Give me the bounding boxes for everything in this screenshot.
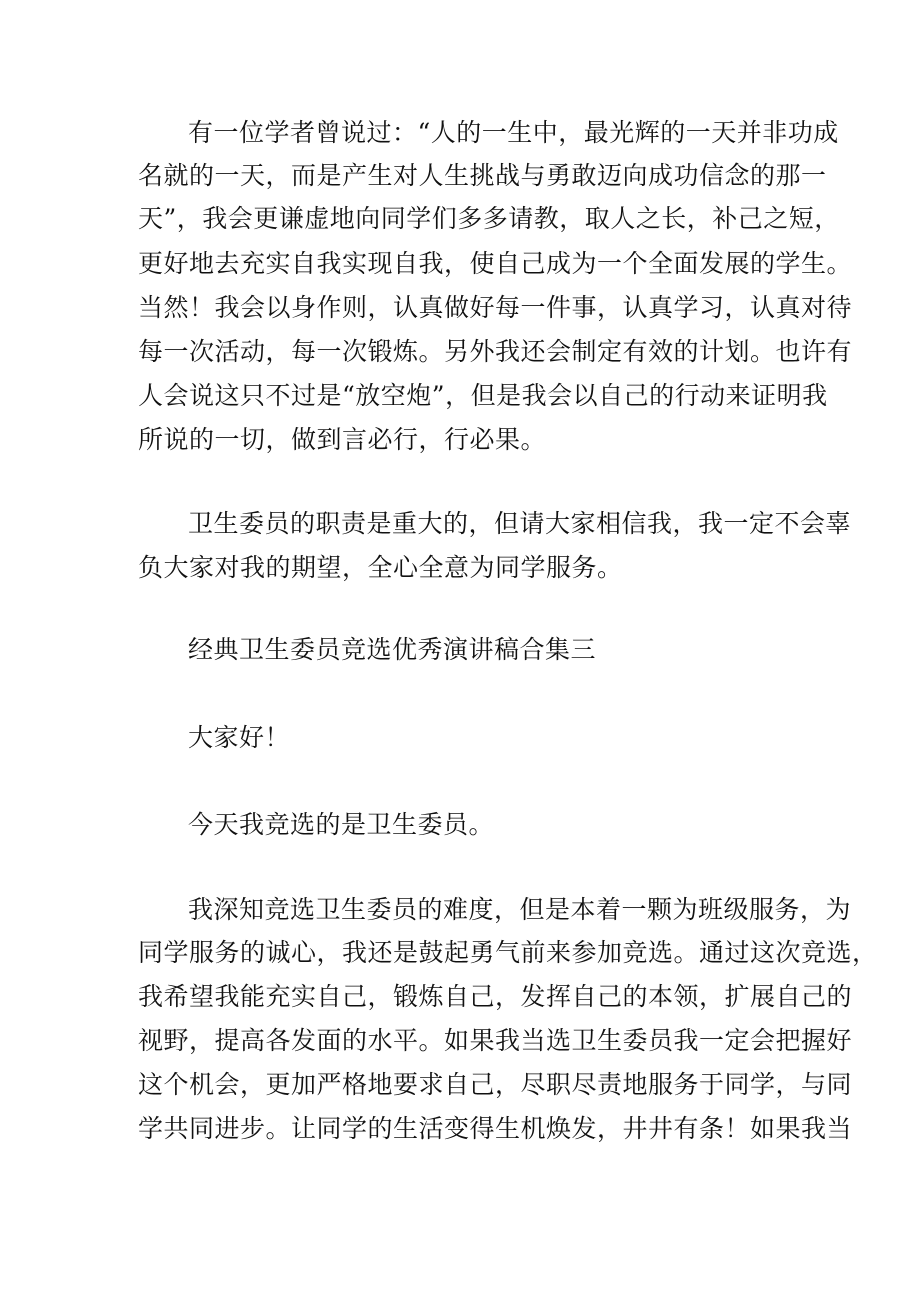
paragraph-line: 我深知竞选卫生委员的难度，但是本着一颗为班级服务，为 bbox=[188, 895, 852, 924]
paragraph-line: 人会说这只不过是“放空炮”，但是我会以自己的行动来证明我 bbox=[138, 381, 828, 410]
intro-sentence: 今天我竞选的是卫生委员。 bbox=[188, 810, 495, 839]
paragraph-line: 这个机会，更加严格地要求自己，尽职尽责地服务于同学，与同 bbox=[138, 1070, 853, 1099]
paragraph-line: 每一次活动，每一次锻炼。另外我还会制定有效的计划。也许有 bbox=[138, 337, 853, 366]
paragraph-line: 天”，我会更谦虚地向同学们多多请教，取人之长，补己之短， bbox=[138, 204, 840, 233]
paragraph-line: 我希望我能充实自己，锻炼自己，发挥自己的本领，扩展自己的 bbox=[138, 982, 853, 1011]
paragraph-line: 所说的一切，做到言必行，行必果。 bbox=[138, 425, 547, 454]
paragraph-line: 当然！我会以身作则，认真做好每一件事，认真学习，认真对待 bbox=[138, 293, 853, 322]
paragraph-line: 更好地去充实自我实现自我，使自己成为一个全面发展的学生。 bbox=[138, 249, 853, 278]
greeting: 大家好！ bbox=[188, 723, 291, 752]
paragraph-line: 有一位学者曾说过：“人的一生中，最光辉的一天并非功成 bbox=[188, 118, 839, 147]
section-title: 经典卫生委员竞选优秀演讲稿合集三 bbox=[188, 635, 597, 664]
paragraph-line: 学共同进步。让同学的生活变得生机焕发，井井有条！如果我当 bbox=[138, 1114, 853, 1143]
paragraph-line: 视野，提高各发面的水平。如果我当选卫生委员我一定会把握好 bbox=[138, 1026, 853, 1055]
paragraph-line: 名就的一天，而是产生对人生挑战与勇敢迈向成功信念的那一 bbox=[138, 161, 827, 190]
paragraph-line: 负大家对我的期望，全心全意为同学服务。 bbox=[138, 553, 623, 582]
paragraph-line: 同学服务的诚心，我还是鼓起勇气前来参加竞选。通过这次竞选， bbox=[138, 938, 878, 967]
paragraph-line: 卫生委员的职责是重大的，但请大家相信我，我一定不会辜 bbox=[188, 509, 852, 538]
